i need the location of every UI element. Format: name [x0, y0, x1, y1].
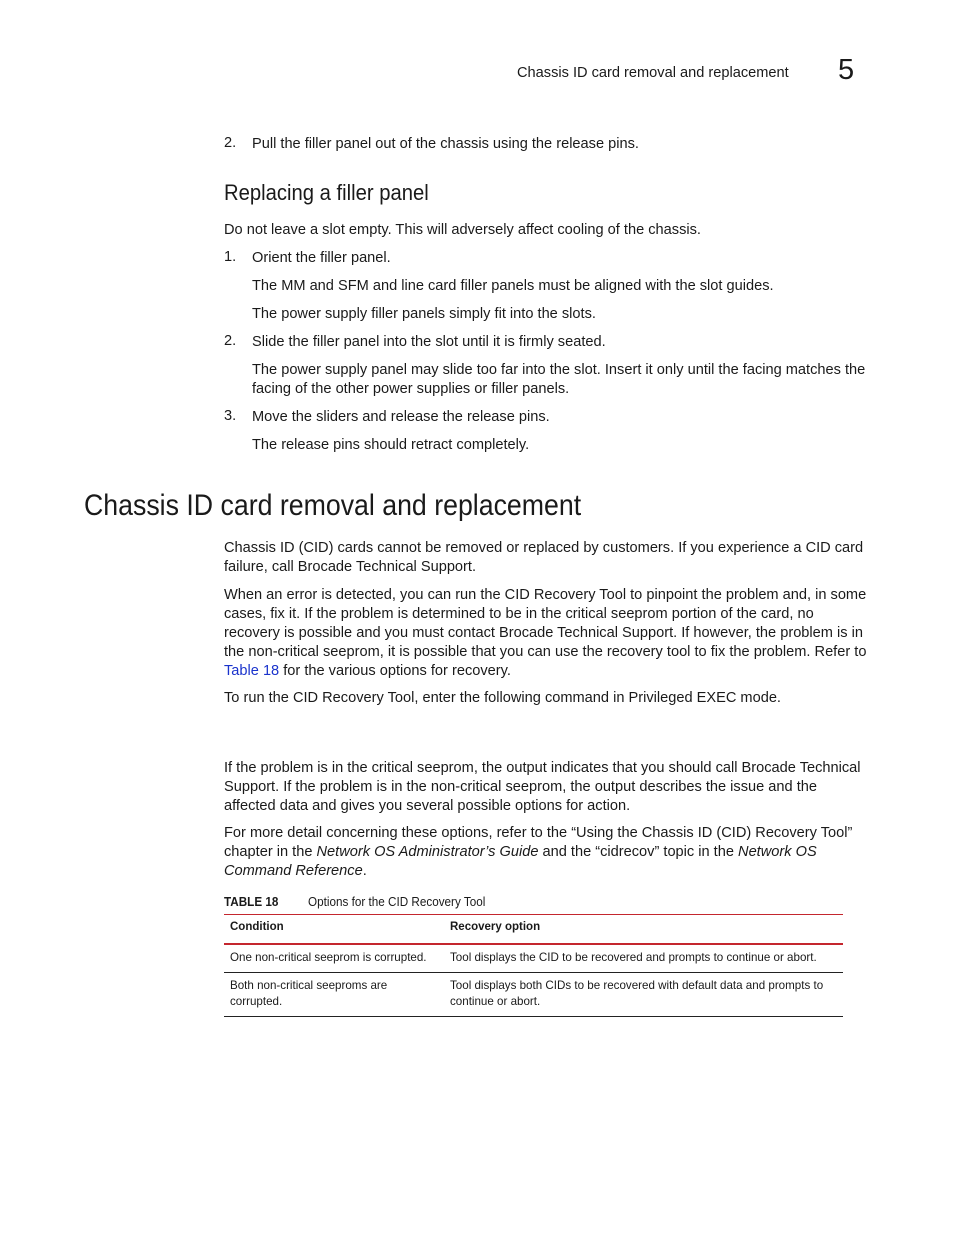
step-note: The release pins should retract completely. — [252, 437, 530, 453]
paragraph: Chassis ID (CID) cards cannot be removed or replaced by customers. If you experience a CID card failure, call Brocade Technical Support. — [224, 540, 864, 575]
paragraph — [224, 586, 869, 681]
step-number: 1. — [224, 249, 237, 265]
chapter-section-heading: Chassis ID card removal and replacement — [84, 489, 582, 522]
book-title: Network OS Command Reference — [224, 844, 817, 879]
table-label: TABLE 18 — [224, 894, 279, 909]
paragraph — [224, 824, 869, 881]
step-number: 3. — [224, 408, 237, 424]
section-heading-replacing: Replacing a filler panel — [224, 180, 429, 205]
table-cell: Tool displays the CID to be recovered and prompts to continue or abort. — [444, 944, 843, 973]
step-note: The MM and SFM and line card filler panels must be aligned with the slot guides. — [252, 278, 774, 294]
column-header-condition: Condition — [224, 915, 444, 945]
running-header-title: Chassis ID card removal and replacement — [517, 65, 789, 81]
step-number: 2. — [224, 333, 237, 349]
step-text: Slide the filler panel into the slot until it is firmly seated. — [252, 334, 606, 350]
table-cell: One non-critical seeprom is corrupted. — [224, 944, 444, 973]
step-text: Move the sliders and release the release pins. — [252, 409, 550, 425]
table-row — [224, 973, 843, 1017]
paragraph-text: and the “cidrecov” topic in the — [538, 844, 739, 860]
table-18-link[interactable]: Table 18 — [224, 663, 280, 679]
recovery-options-table — [224, 914, 843, 1017]
table-cell: Tool displays both CIDs to be recovered with default data and prompts to continue or abort. — [444, 973, 843, 1017]
book-title: Network OS Administrator’s Guide — [316, 844, 539, 860]
paragraph-text: for the various options for recovery. — [279, 663, 511, 679]
column-header-recovery-option: Recovery option — [444, 915, 843, 945]
table-header-row — [224, 915, 843, 945]
step-text: Pull the filler panel out of the chassis using the release pins. — [252, 136, 639, 152]
step-number: 2. — [224, 135, 237, 151]
chapter-number: 5 — [838, 54, 855, 86]
paragraph-text: . — [362, 863, 367, 879]
step-note: The power supply filler panels simply fit into the slots. — [252, 306, 596, 322]
step-text: Orient the filler panel. — [252, 250, 391, 266]
replacing-intro: Do not leave a slot empty. This will adversely affect cooling of the chassis. — [224, 222, 701, 238]
paragraph: If the problem is in the critical seeprom, the output indicates that you should call Brocade Technical Support. If the problem is in the non-critical seeprom, the output describes the issue and the affected data and gives you several possible options for action. — [224, 760, 861, 814]
paragraph-text: When an error is detected, you can run the CID Recovery Tool to pinpoint the problem and, in some cases, fix it. If the problem is determined to be in the critical seeprom portion of the card, no recovery is possible and you must contact Brocade Technical Support. If however, the problem is in the non-critical seeprom, it is possible that you can use the recovery tool to fix the problem. Refer to — [224, 587, 867, 660]
table-row — [224, 944, 843, 973]
table-title: Options for the CID Recovery Tool — [308, 894, 486, 909]
step-note: The power supply panel may slide too far into the slot. Insert it only until the facing matches the facing of the other power supplies or filler panels. — [252, 362, 866, 397]
paragraph: To run the CID Recovery Tool, enter the following command in Privileged EXEC mode. — [224, 690, 781, 706]
paragraph-text: For more detail concerning these options, refer to the “Using the Chassis ID (CID) Recovery Tool” chapter in the — [224, 825, 853, 860]
table-cell: Both non-critical seeproms are corrupted. — [224, 973, 444, 1017]
